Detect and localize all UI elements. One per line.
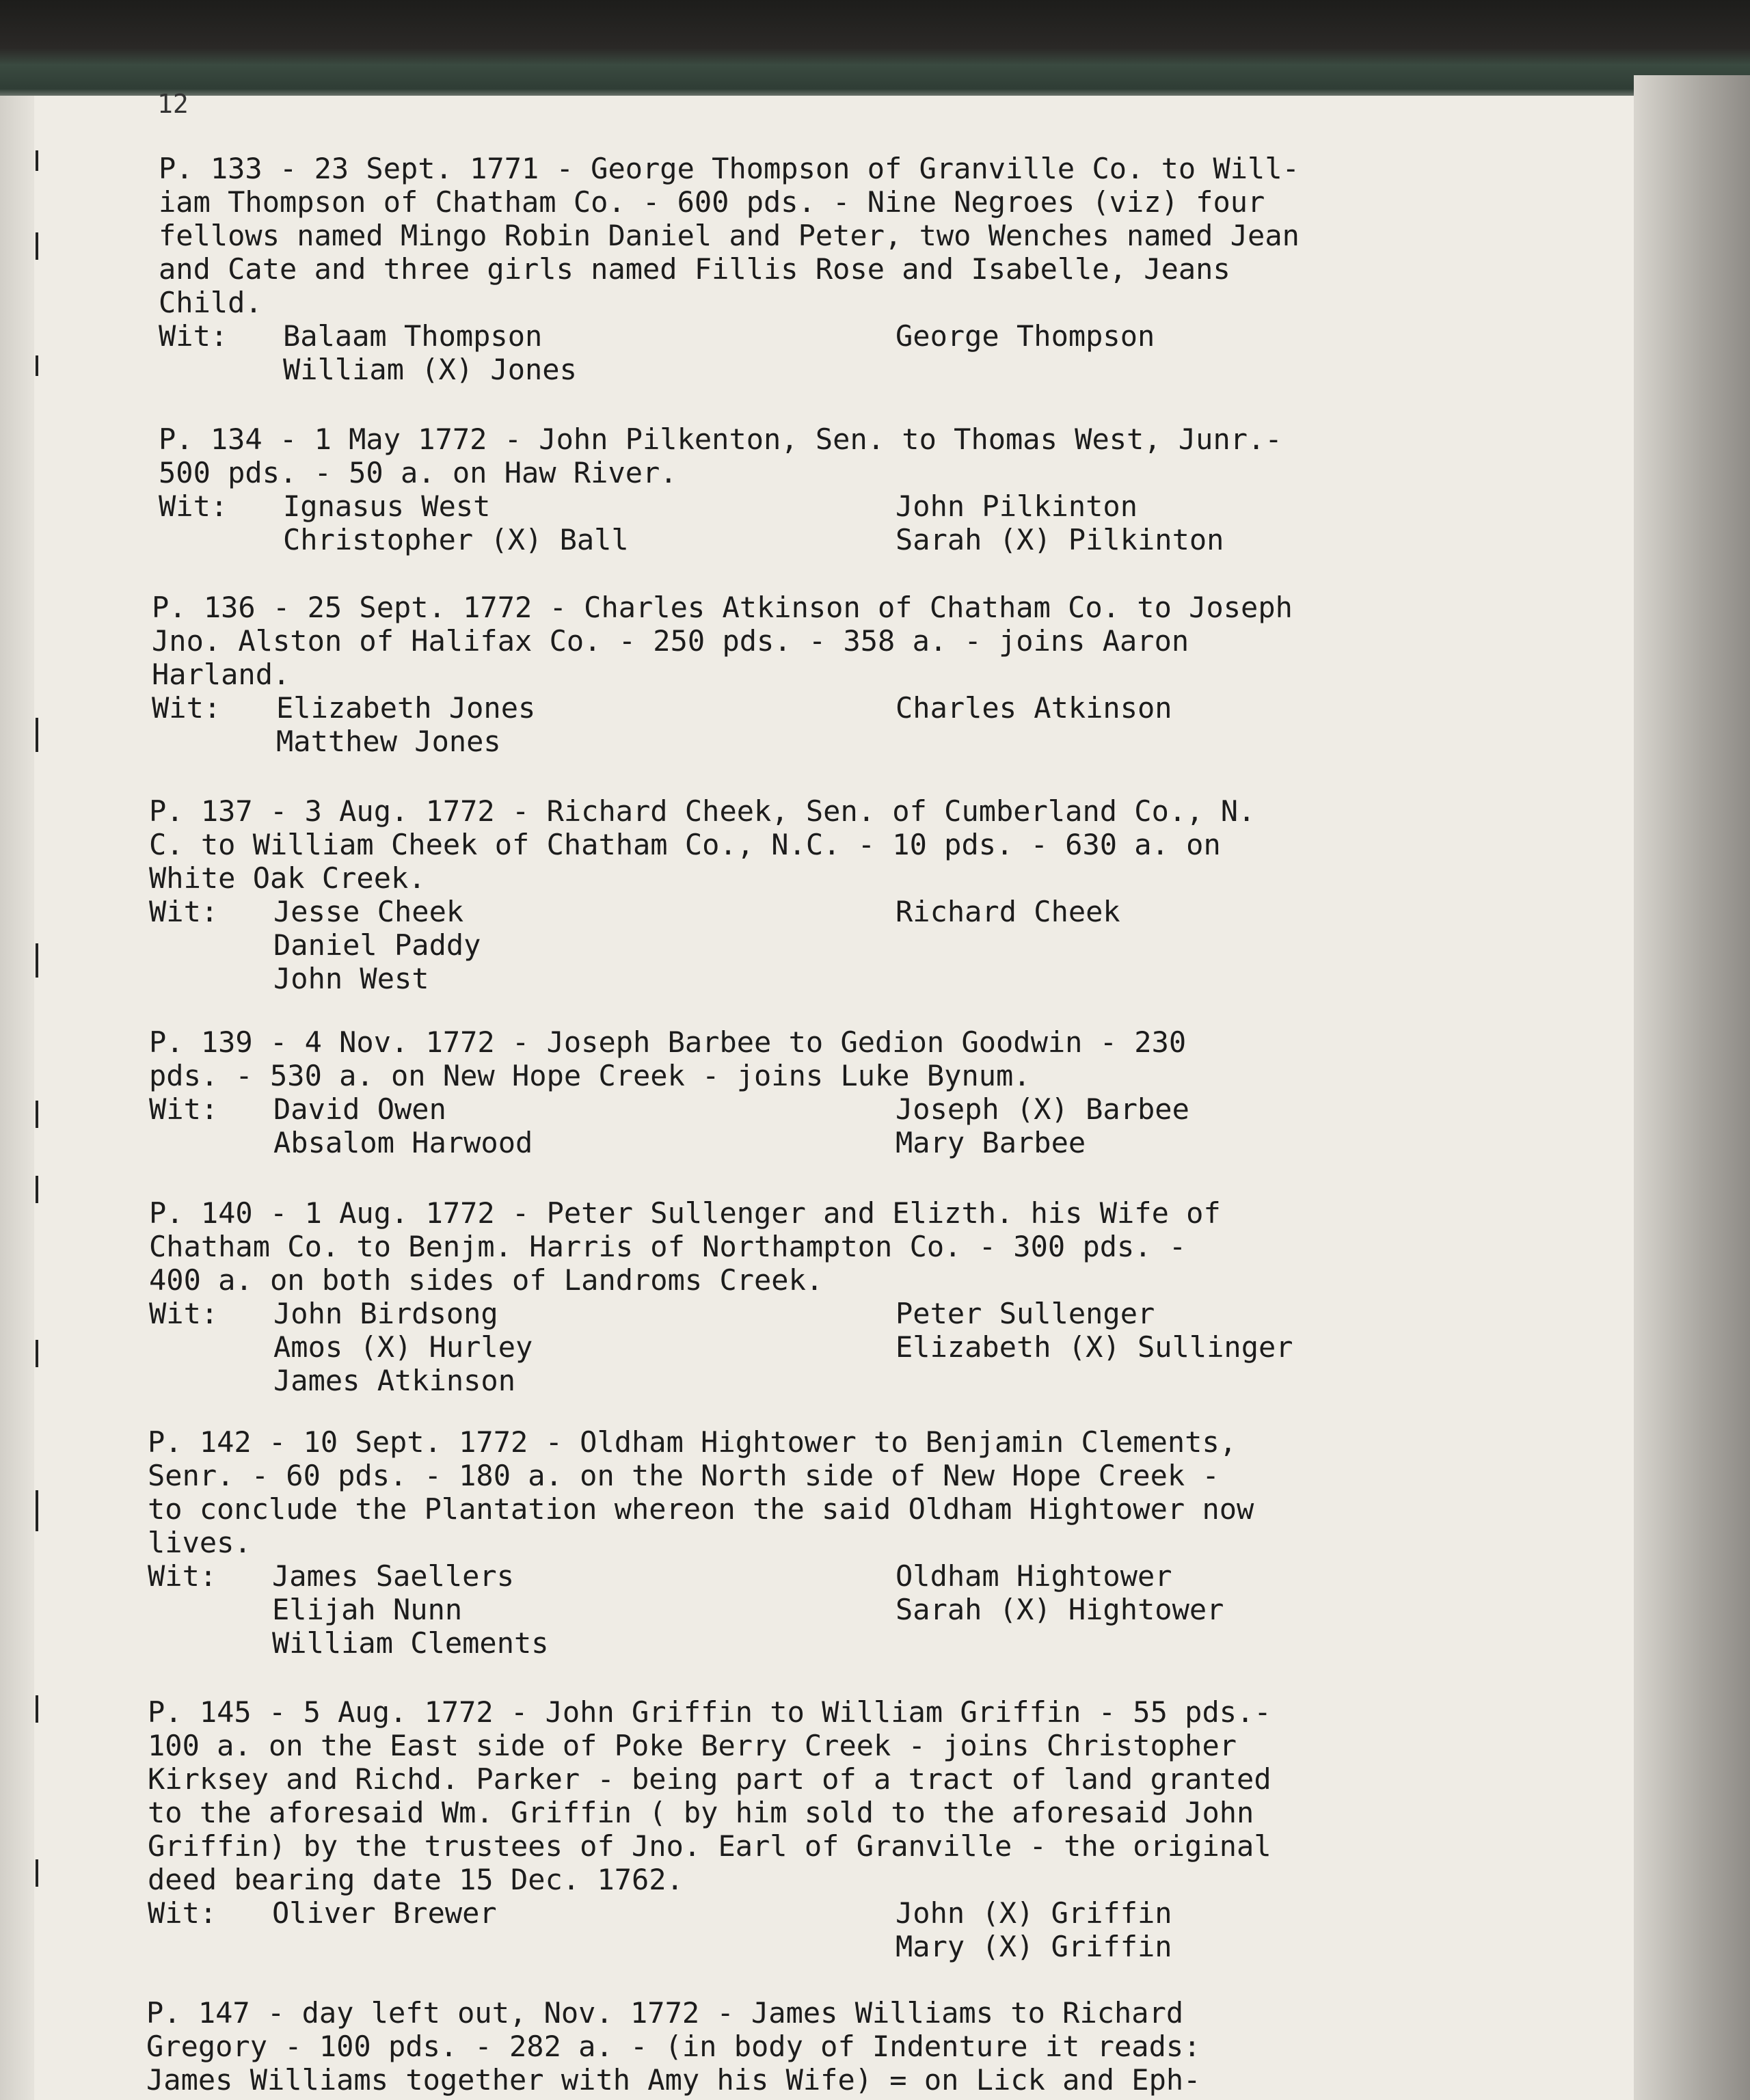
- page-number: 12: [157, 89, 189, 119]
- margin-mark: [36, 1859, 38, 1887]
- deed-text-line: fellows named Mingo Robin Daniel and Peter, two Wenches named Jean: [159, 219, 1300, 252]
- witness-label: Wit:: [159, 489, 228, 523]
- book-top-edge: [0, 0, 1750, 109]
- deed-text-line: lives.: [148, 1526, 252, 1559]
- witness-name: William Clements: [272, 1626, 549, 1660]
- witness-row: [149, 1330, 1293, 1364]
- grantor-signature: Elizabeth (X) Sullinger: [896, 1330, 1293, 1364]
- deed-entry: [159, 422, 1282, 556]
- witness-row: [159, 353, 1300, 386]
- deed-text-line: P. 136 - 25 Sept. 1772 - Charles Atkinson of Chatham Co. to Joseph: [152, 591, 1293, 624]
- witness-label: Wit:: [152, 691, 221, 725]
- witness-name: Elijah Nunn: [272, 1593, 463, 1626]
- witness-row: [149, 928, 1255, 962]
- deed-entry: [149, 794, 1255, 995]
- grantor-signature: Sarah (X) Hightower: [896, 1593, 1224, 1626]
- witness-name: Christopher (X) Ball: [283, 523, 629, 556]
- deed-text-line: P. 140 - 1 Aug. 1772 - Peter Sullenger and Elizth. his Wife of: [149, 1196, 1221, 1230]
- deed-entry: [152, 591, 1293, 758]
- margin-mark: [36, 1176, 38, 1203]
- witness-name: Absalom Harwood: [273, 1126, 533, 1159]
- witness-name: John West: [273, 962, 429, 995]
- deed-text-line: James Williams together with Amy his Wife) = on Lick and Eph-: [146, 2063, 1201, 2097]
- deed-entry: [149, 1025, 1189, 1159]
- witness-label: Wit:: [148, 1559, 217, 1593]
- witness-row: [149, 1364, 1221, 1397]
- deed-entry: [148, 1695, 1271, 1963]
- witness-row: [148, 1626, 1254, 1660]
- witness-name: James Atkinson: [273, 1364, 516, 1397]
- grantor-signature: Mary Barbee: [896, 1126, 1086, 1159]
- witness-row: [149, 1092, 1189, 1126]
- margin-mark: [36, 1340, 38, 1367]
- witness-label: Wit:: [149, 895, 219, 928]
- witness-row: [159, 489, 1282, 523]
- witness-label: Wit:: [148, 1896, 217, 1930]
- witness-name: William (X) Jones: [283, 353, 577, 386]
- margin-mark: [36, 150, 38, 171]
- deed-entry: [148, 1425, 1254, 1660]
- witness-row: [148, 1593, 1254, 1626]
- deed-text-line: and Cate and three girls named Fillis Rose and Isabelle, Jeans: [159, 252, 1230, 286]
- witness-row: [149, 962, 1255, 995]
- witness-row: [159, 523, 1282, 556]
- grantor-signature: John (X) Griffin: [896, 1896, 1172, 1930]
- witness-row: [148, 1559, 1254, 1593]
- deed-text-line: P. 137 - 3 Aug. 1772 - Richard Cheek, Sen. of Cumberland Co., N.: [149, 794, 1256, 828]
- deed-entry: [146, 1996, 1200, 2097]
- witness-name: Matthew Jones: [276, 725, 501, 758]
- witness-label: Wit:: [149, 1297, 219, 1330]
- witness-row: [149, 1126, 1186, 1159]
- margin-mark: [36, 1695, 38, 1723]
- deed-text-line: to the aforesaid Wm. Griffin ( by him sold to the aforesaid John: [148, 1796, 1254, 1829]
- witness-name: Jesse Cheek: [273, 895, 464, 928]
- grantor-signature: Mary (X) Griffin: [896, 1930, 1172, 1963]
- witness-name: Oliver Brewer: [272, 1896, 497, 1930]
- deed-text-line: P. 133 - 23 Sept. 1771 - George Thompson of Granville Co. to Will-: [159, 152, 1300, 185]
- deed-text-line: 400 a. on both sides of Landroms Creek.: [149, 1263, 824, 1297]
- page-left-margin: [0, 96, 34, 2100]
- grantor-signature: Richard Cheek: [896, 895, 1120, 928]
- grantor-signature: Peter Sullenger: [896, 1297, 1155, 1330]
- margin-mark: [36, 232, 38, 260]
- witness-row: [149, 1297, 1221, 1330]
- grantor-signature: Sarah (X) Pilkinton: [896, 523, 1224, 556]
- deed-text-line: P. 139 - 4 Nov. 1772 - Joseph Barbee to Gedion Goodwin - 230: [149, 1025, 1187, 1059]
- deed-text-line: Gregory - 100 pds. - 282 a. - (in body of Indenture it reads:: [146, 2030, 1201, 2063]
- deed-text-line: to conclude the Plantation whereon the said Oldham Hightower now: [148, 1492, 1254, 1526]
- deed-text-line: iam Thompson of Chatham Co. - 600 pds. - Nine Negroes (viz) four: [159, 185, 1265, 219]
- margin-mark: [36, 355, 38, 376]
- witness-name: Elizabeth Jones: [276, 691, 536, 725]
- witness-name: Amos (X) Hurley: [273, 1330, 533, 1364]
- deed-text-line: Harland.: [152, 658, 291, 691]
- margin-mark: [36, 1490, 38, 1531]
- witness-name: Daniel Paddy: [273, 928, 481, 962]
- witness-row: [148, 1930, 1271, 1963]
- margin-mark: [36, 718, 38, 752]
- witness-label: Wit:: [149, 1092, 219, 1126]
- book-gutter-shadow: [1634, 75, 1750, 2100]
- witness-name: John Birdsong: [273, 1297, 498, 1330]
- deed-text-line: 500 pds. - 50 a. on Haw River.: [159, 456, 677, 489]
- deed-text-line: deed bearing date 15 Dec. 1762.: [148, 1863, 684, 1896]
- margin-mark: [36, 943, 38, 978]
- witness-name: Ignasus West: [283, 489, 491, 523]
- deed-entry: [159, 152, 1300, 386]
- grantor-signature: George Thompson: [896, 319, 1155, 353]
- deed-text-line: P. 147 - day left out, Nov. 1772 - James Williams to Richard: [146, 1996, 1184, 2030]
- deed-text-line: White Oak Creek.: [149, 861, 426, 895]
- grantor-signature: Charles Atkinson: [896, 691, 1172, 725]
- witness-row: [152, 691, 1293, 725]
- witness-name: Balaam Thompson: [283, 319, 543, 353]
- deed-text-line: P. 142 - 10 Sept. 1772 - Oldham Hightower to Benjamin Clements,: [148, 1425, 1237, 1459]
- deed-text-line: C. to William Cheek of Chatham Co., N.C. - 10 pds. - 630 a. on: [149, 828, 1221, 861]
- witness-label: Wit:: [159, 319, 228, 353]
- margin-mark: [36, 1101, 38, 1128]
- deed-text-line: P. 134 - 1 May 1772 - John Pilkenton, Sen. to Thomas West, Junr.-: [159, 422, 1282, 456]
- deed-entry: [149, 1196, 1293, 1397]
- deed-text-line: pds. - 530 a. on New Hope Creek - joins Luke Bynum.: [149, 1059, 1031, 1092]
- deed-text-line: Senr. - 60 pds. - 180 a. on the North side of New Hope Creek -: [148, 1459, 1220, 1492]
- grantor-signature: Oldham Hightower: [896, 1559, 1172, 1593]
- deed-text-line: P. 145 - 5 Aug. 1772 - John Griffin to William Griffin - 55 pds.-: [148, 1695, 1271, 1729]
- deed-text-line: Griffin) by the trustees of Jno. Earl of Granville - the original: [148, 1829, 1271, 1863]
- witness-name: James Saellers: [272, 1559, 515, 1593]
- witness-row: [159, 319, 1300, 353]
- witness-row: [149, 895, 1255, 928]
- witness-row: [152, 725, 1293, 758]
- deed-text-line: Kirksey and Richd. Parker - being part of a tract of land granted: [148, 1762, 1271, 1796]
- witness-name: David Owen: [273, 1092, 446, 1126]
- deed-text-line: Child.: [159, 286, 262, 319]
- witness-row: [148, 1896, 1271, 1930]
- deed-text-line: Jno. Alston of Halifax Co. - 250 pds. - 358 a. - joins Aaron: [152, 624, 1189, 658]
- grantor-signature: John Pilkinton: [896, 489, 1138, 523]
- deed-text-line: 100 a. on the East side of Poke Berry Creek - joins Christopher: [148, 1729, 1237, 1762]
- deed-text-line: Chatham Co. to Benjm. Harris of Northampton Co. - 300 pds. -: [149, 1230, 1187, 1263]
- grantor-signature: Joseph (X) Barbee: [896, 1092, 1189, 1126]
